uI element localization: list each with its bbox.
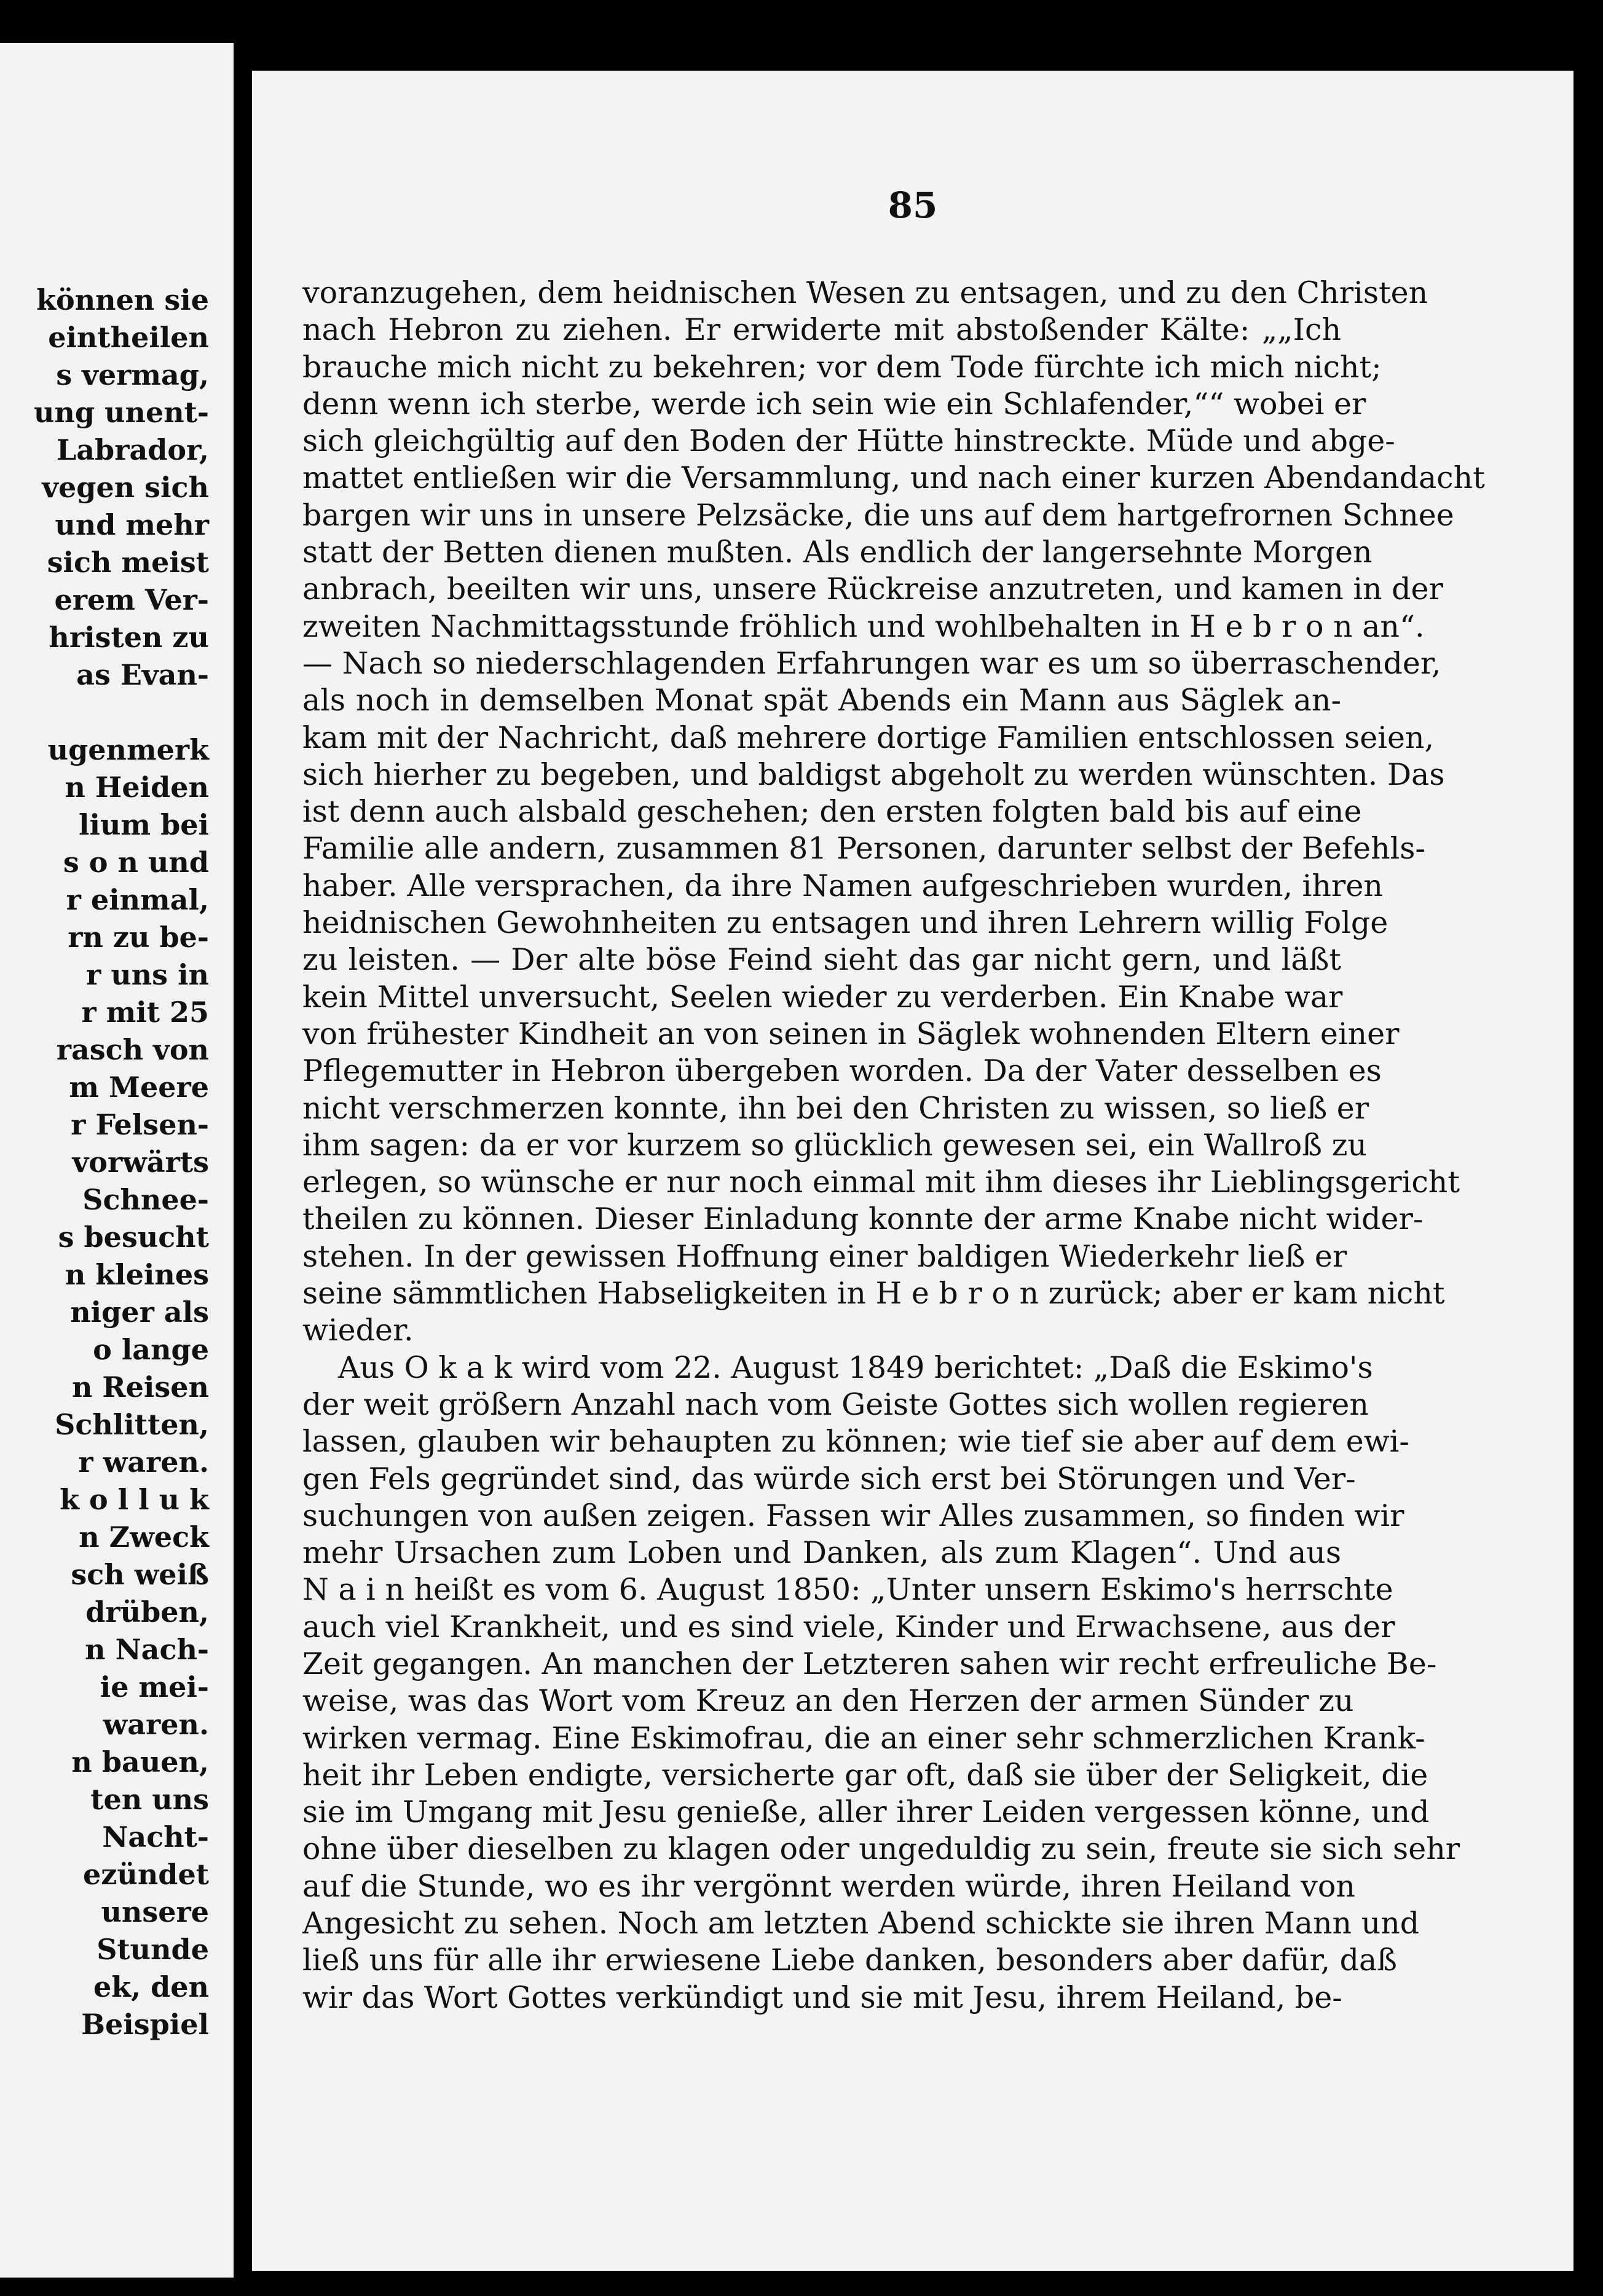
left-page-line: n Nach-: [85, 1633, 209, 1666]
text-line: wieder.: [302, 1313, 414, 1348]
left-page-line: Beispiel: [81, 2008, 209, 2041]
right-page: [252, 71, 1573, 2271]
left-page-line: k o l l u k: [60, 1483, 209, 1516]
left-page-line: und mehr: [55, 508, 209, 541]
left-page-line: können sie: [36, 283, 209, 316]
text-line: ließ uns für alle ihr erwiesene Liebe danken, besonders aber dafür, daß: [302, 1943, 1397, 1978]
left-page-line: n Zweck: [79, 1520, 209, 1554]
left-page-line: ten uns: [90, 1783, 209, 1816]
text-line: heidnischen Gewohnheiten zu entsagen und ihren Lehrern willig Folge: [302, 905, 1388, 941]
left-page-line: s vermag,: [56, 358, 209, 391]
text-line: stehen. In der gewissen Hoffnung einer baldigen Wiederkehr ließ er: [302, 1238, 1347, 1274]
text-line: wirken vermag. Eine Eskimofrau, die an einer sehr schmerzlichen Krank-: [302, 1720, 1425, 1756]
left-page-line: sch weiß: [71, 1558, 209, 1591]
text-line: kam mit der Nachricht, daß mehrere dortige Familien entschlossen seien,: [302, 720, 1435, 755]
left-page-line: Labrador,: [56, 433, 209, 466]
book-gutter: [234, 0, 252, 2296]
page-number: 85: [888, 184, 938, 226]
text-line: nicht verschmerzen konnte, ihn bei den Christen zu wissen, so ließ er: [302, 1090, 1369, 1126]
text-line: suchungen von außen zeigen. Fassen wir Alles zusammen, so finden wir: [302, 1498, 1404, 1533]
text-line: lassen, glauben wir behaupten zu können; wie tief sie aber auf dem ewi-: [302, 1424, 1409, 1460]
left-page-line: n kleines: [65, 1258, 209, 1291]
left-page-line: Stunde: [96, 1933, 209, 1966]
left-page-line: waren.: [103, 1708, 209, 1741]
left-page-line: hristen zu: [49, 621, 209, 654]
left-page-line: vorwärts: [72, 1146, 209, 1179]
text-line: sie im Umgang mit Jesu genieße, aller ihrer Leiden vergessen könne, und: [302, 1795, 1430, 1830]
text-line: weise, was das Wort vom Kreuz an den Herzen der armen Sünder zu: [302, 1683, 1354, 1719]
text-line: kein Mittel unversucht, Seelen wieder zu verderben. Ein Knabe war: [302, 979, 1343, 1015]
text-line: voranzugehen, dem heidnischen Wesen zu entsagen, und zu den Christen: [302, 275, 1428, 310]
body-text: [302, 275, 1485, 2016]
left-page-line: ezündet: [83, 1858, 209, 1891]
left-page-line: m Meere: [69, 1071, 209, 1104]
left-page-line: ugenmerk: [47, 733, 209, 766]
text-line: ist denn auch alsbald geschehen; den ersten folgten bald bis auf eine: [302, 794, 1362, 830]
left-page-line: ie mei-: [100, 1670, 209, 1704]
left-page-line: sich meist: [47, 546, 209, 579]
text-line: auf die Stunde, wo es ihr vergönnt werden würde, ihren Heiland von: [302, 1868, 1355, 1904]
text-line: ihm sagen: da er vor kurzem so glücklich gewesen sei, ein Wallroß zu: [302, 1127, 1367, 1163]
text-line: haber. Alle versprachen, da ihre Namen aufgeschrieben wurden, ihren: [302, 868, 1383, 903]
text-line: denn wenn ich sterbe, werde ich sein wie ein Schlafender,““ wobei er: [302, 386, 1366, 422]
left-page-line: [6, 694, 209, 731]
text-line: als noch in demselben Monat spät Abends ein Mann aus Säglek an-: [302, 683, 1341, 718]
left-page-line: eintheilen: [48, 321, 209, 354]
text-line: Pflegemutter in Hebron übergeben worden. Da der Vater desselben es: [302, 1053, 1382, 1089]
left-page-line: r einmal,: [66, 883, 209, 916]
text-line: statt der Betten dienen mußten. Als endlich der langersehnte Morgen: [302, 535, 1373, 570]
text-line: brauche mich nicht zu bekehren; vor dem Tode fürchte ich mich nicht;: [302, 349, 1382, 385]
left-page-line: as Evan-: [76, 658, 209, 691]
text-line: heit ihr Leben endigte, versicherte gar oft, daß sie über der Seligkeit, die: [302, 1757, 1428, 1793]
left-page-line: erem Ver-: [54, 583, 209, 616]
left-page-line: unsere: [101, 1895, 209, 1928]
left-page-text: [6, 281, 209, 2043]
left-page-line: rn zu be-: [68, 921, 209, 954]
left-page-line: Schnee-: [82, 1183, 209, 1216]
left-page-line: n bauen,: [71, 1745, 209, 1779]
left-page-fragment: [0, 43, 234, 2278]
text-line: mehr Ursachen zum Loben und Danken, als zum Klagen“. Und aus: [302, 1535, 1341, 1571]
text-line: mattet entließen wir die Versammlung, und nach einer kurzen Abendandacht: [302, 460, 1485, 496]
text-line: ohne über dieselben zu klagen oder ungeduldig zu sein, freute sie sich sehr: [302, 1831, 1460, 1867]
left-page-line: r uns in: [86, 958, 209, 991]
text-line: Zeit gegangen. An manchen der Letzteren sahen wir recht erfreuliche Be-: [302, 1646, 1437, 1681]
left-page-line: niger als: [70, 1295, 209, 1329]
left-page-line: s besucht: [58, 1221, 209, 1254]
left-page-line: n Reisen: [71, 1370, 209, 1404]
left-page-line: n Heiden: [65, 771, 209, 804]
text-line: sich hierher zu begeben, und baldigst abgeholt zu werden wünschten. Das: [302, 757, 1445, 792]
text-line: — Nach so niederschlagenden Erfahrungen war es um so überraschender,: [302, 645, 1441, 681]
left-page-line: r waren.: [78, 1445, 209, 1479]
left-page-line: ek, den: [93, 1970, 209, 2003]
text-line: Aus O k a k wird vom 22. August 1849 berichtet: „Daß die Eskimo's: [338, 1350, 1373, 1385]
left-page-line: r mit 25: [81, 996, 209, 1029]
left-page-line: rasch von: [56, 1033, 209, 1066]
text-line: auch viel Krankheit, und es sind viele, Kinder und Erwachsene, aus der: [302, 1609, 1395, 1645]
text-line: wir das Wort Gottes verkündigt und sie mit Jesu, ihrem Heiland, be-: [302, 1980, 1342, 2015]
left-page-line: Schlitten,: [55, 1408, 209, 1441]
text-line: der weit größern Anzahl nach vom Geiste Gottes sich wollen regieren: [302, 1386, 1369, 1422]
text-line: zu leisten. — Der alte böse Feind sieht das gar nicht gern, und läßt: [302, 942, 1341, 978]
left-page-line: ung unent-: [33, 396, 209, 429]
text-line: nach Hebron zu ziehen. Er erwiderte mit abstoßender Kälte: „„Ich: [302, 312, 1341, 348]
text-line: von frühester Kindheit an von seinen in Säglek wohnenden Eltern einer: [302, 1016, 1400, 1052]
text-line: gen Fels gegründet sind, das würde sich erst bei Störungen und Ver-: [302, 1461, 1356, 1496]
left-page-line: r Felsen-: [71, 1108, 209, 1141]
text-line: theilen zu können. Dieser Einladung konnte der arme Knabe nicht wider-: [302, 1201, 1424, 1237]
text-line: erlegen, so wünsche er nur noch einmal mit ihm dieses ihr Lieblingsgericht: [302, 1165, 1460, 1200]
left-page-line: s o n und: [63, 846, 209, 879]
left-page-line: o lange: [93, 1333, 209, 1366]
text-line: seine sämmtlichen Habseligkeiten in H e b r o n zurück; aber er kam nicht: [302, 1276, 1445, 1311]
text-line: Angesicht zu sehen. Noch am letzten Abend schickte sie ihren Mann und: [302, 1906, 1420, 1941]
left-page-line: lium bei: [79, 808, 209, 841]
left-page-line: Nacht-: [102, 1820, 209, 1854]
text-line: sich gleichgültig auf den Boden der Hütte hinstreckte. Müde und abge-: [302, 423, 1395, 459]
text-line: bargen wir uns in unsere Pelzsäcke, die uns auf dem hartgefrornen Schnee: [302, 497, 1454, 533]
text-line: N a i n heißt es vom 6. August 1850: „Unter unsern Eskimo's herrschte: [302, 1572, 1393, 1608]
text-line: Familie alle andern, zusammen 81 Personen, darunter selbst der Befehls-: [302, 831, 1425, 867]
left-page-line: drüben,: [85, 1595, 209, 1629]
text-line: anbrach, beeilten wir uns, unsere Rückreise anzutreten, und kamen in der: [302, 572, 1443, 607]
left-page-line: vegen sich: [42, 471, 209, 504]
text-line: zweiten Nachmittagsstunde fröhlich und wohlbehalten in H e b r o n an“.: [302, 608, 1425, 644]
